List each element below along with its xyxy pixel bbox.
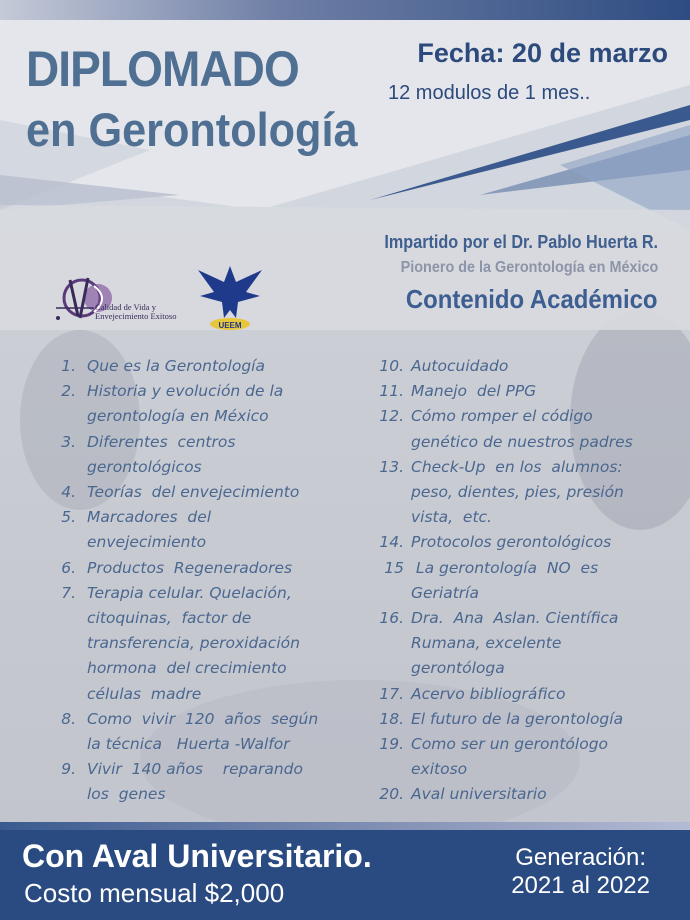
list-item-number: 6. bbox=[61, 558, 76, 577]
list-item bbox=[40, 505, 340, 555]
list-item bbox=[366, 530, 666, 555]
list-item bbox=[366, 455, 666, 531]
list-item-text: células madre bbox=[87, 684, 202, 703]
list-item bbox=[366, 556, 666, 606]
list-item-number: 10. bbox=[379, 357, 404, 375]
list-item-text: Como vivir 120 años según bbox=[87, 709, 319, 728]
list-item bbox=[40, 379, 340, 429]
list-item-text: Marcadores del bbox=[87, 508, 212, 527]
section-title: Contenido Académico bbox=[406, 284, 658, 314]
list-item-text: Acervo bibliográfico bbox=[411, 684, 566, 703]
list-item-text: la técnica Huerta -Walfor bbox=[87, 735, 290, 754]
list-item-number: 18. bbox=[379, 709, 404, 728]
title-line1: DIPLOMADO bbox=[26, 41, 299, 97]
list-item-text: Diferentes centros bbox=[87, 432, 236, 451]
list-item-text: Teorías del envejecimiento bbox=[87, 483, 300, 502]
list-item-number: 20. bbox=[379, 785, 404, 804]
logo1-line2: Envejecimiento Exitoso bbox=[95, 310, 177, 321]
content-list-right bbox=[366, 354, 666, 808]
list-item bbox=[366, 606, 666, 682]
list-item-text: Historia y evolución de la bbox=[87, 382, 284, 401]
list-item-text: gerontológicos bbox=[87, 457, 202, 476]
logo2-text: UEEM bbox=[218, 321, 242, 330]
list-item-text: Vivir 140 años reparando bbox=[87, 760, 303, 779]
list-item-text: Cómo romper el código bbox=[411, 407, 593, 426]
list-item-text: citoquinas, factor de bbox=[87, 609, 252, 628]
title-line2: en Gerontología bbox=[26, 103, 358, 156]
list-item-number: 13. bbox=[379, 457, 404, 476]
list-item-number: 12. bbox=[379, 407, 404, 426]
list-item bbox=[40, 581, 340, 707]
list-item-text: Aval universitario bbox=[411, 785, 547, 804]
list-item-text: Productos Regeneradores bbox=[87, 558, 293, 577]
list-item-text: Check-Up en los alumnos: bbox=[411, 457, 623, 476]
list-item-text: Geriatría bbox=[411, 583, 479, 602]
list-item-text: envejecimiento bbox=[87, 533, 207, 552]
list-item-number: 19. bbox=[379, 735, 404, 754]
list-item bbox=[366, 379, 666, 404]
list-item-text: Terapia celular. Quelación, bbox=[87, 583, 292, 602]
list-item bbox=[366, 707, 666, 732]
list-item-number: 11. bbox=[379, 382, 404, 401]
list-item-text: Rumana, excelente bbox=[411, 634, 562, 653]
modules-label: 12 modulos de 1 mes.. bbox=[388, 82, 591, 104]
content-list-left bbox=[40, 354, 340, 808]
list-item-text: vista, etc. bbox=[411, 508, 492, 527]
list-item bbox=[366, 404, 666, 454]
list-item bbox=[40, 556, 340, 581]
list-item-text: La gerontología NO es bbox=[411, 558, 599, 577]
list-item bbox=[40, 480, 340, 505]
list-item-number: 15 bbox=[384, 558, 404, 577]
aval-label: Con Aval Universitario. bbox=[22, 838, 372, 874]
list-item-text: peso, dientes, pies, presión bbox=[411, 483, 624, 502]
list-item-number: 14. bbox=[379, 533, 404, 552]
logo1-line1: Calidad de Vida y bbox=[95, 302, 156, 312]
list-item bbox=[366, 354, 666, 379]
list-item-text: genético de nuestros padres bbox=[411, 432, 633, 451]
generation-years: 2021 al 2022 bbox=[511, 872, 650, 899]
list-item-number: 8. bbox=[61, 709, 76, 728]
list-item-text: exitoso bbox=[411, 760, 468, 779]
list-item-number: 4. bbox=[61, 483, 76, 502]
date-label: Fecha: 20 de marzo bbox=[417, 38, 668, 68]
list-item-text: Manejo del PPG bbox=[411, 382, 537, 401]
list-item-text: gerontóloga bbox=[411, 659, 505, 678]
list-item-text: hormona del crecimiento bbox=[87, 659, 287, 678]
list-item-text: los genes bbox=[87, 785, 166, 804]
list-item-number: 3. bbox=[61, 432, 76, 451]
list-item bbox=[40, 354, 340, 379]
list-item-text: transferencia, peroxidación bbox=[87, 634, 300, 653]
pioneer-label: Pionero de la Gerontología en México bbox=[400, 259, 658, 276]
top-bar bbox=[0, 0, 690, 20]
instructor-label: Impartido por el Dr. Pablo Huerta R. bbox=[384, 232, 658, 252]
list-item bbox=[40, 757, 340, 807]
list-item-text: Que es la Gerontología bbox=[87, 357, 265, 375]
list-item-text: Protocolos gerontológicos bbox=[411, 533, 612, 552]
list-item-number: 2. bbox=[61, 382, 76, 401]
list-item-number: 5. bbox=[61, 508, 76, 527]
list-item-text: Autocuidado bbox=[411, 357, 509, 375]
list-item-text: Como ser un gerontólogo bbox=[411, 735, 609, 754]
generation-label: Generación: bbox=[515, 844, 646, 871]
list-item-number: 1. bbox=[61, 357, 76, 375]
list-item bbox=[366, 782, 666, 807]
list-item-text: gerontología en México bbox=[87, 407, 269, 426]
cost-label: Costo mensual $2,000 bbox=[24, 878, 285, 908]
list-item bbox=[366, 682, 666, 707]
list-item-number: 7. bbox=[61, 583, 76, 602]
logo1-caption bbox=[95, 303, 176, 321]
list-item bbox=[366, 732, 666, 782]
list-item-number: 16. bbox=[379, 609, 404, 628]
list-item-number: 17. bbox=[379, 684, 404, 703]
list-item bbox=[40, 707, 340, 757]
ueem-eagle-logo bbox=[192, 262, 268, 334]
list-item-number: 9. bbox=[61, 760, 76, 779]
list-item bbox=[40, 430, 340, 480]
list-item-text: Dra. Ana Aslan. Científica bbox=[411, 609, 619, 628]
list-item-text: El futuro de la gerontología bbox=[411, 709, 624, 728]
